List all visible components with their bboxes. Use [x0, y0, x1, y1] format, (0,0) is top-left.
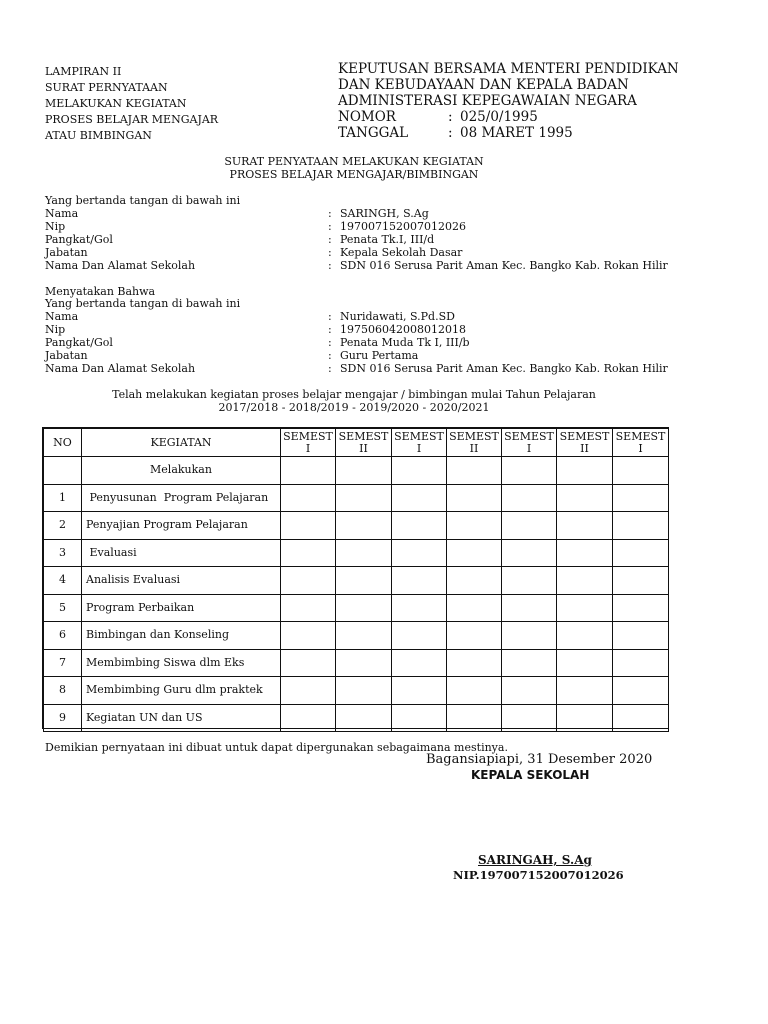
- table-cell: [447, 649, 502, 677]
- field-value: 197007152007012026: [340, 220, 466, 233]
- table-cell: [336, 594, 392, 622]
- doc-title-line: PROSES BELAJAR MENGAJAR/BIMBINGAN: [229, 168, 479, 181]
- field-label: Jabatan: [45, 246, 88, 259]
- table-cell: [557, 567, 613, 595]
- table-cell: [336, 457, 392, 485]
- field-value: SDN 016 Serusa Parit Aman Kec. Bangko Kab. Rokan Hilir: [340, 259, 668, 272]
- field-colon: :: [328, 246, 332, 259]
- field-label: Jabatan: [45, 349, 88, 362]
- table-cell: [447, 539, 502, 567]
- header-right: [338, 61, 679, 141]
- col-header-semester: SEMEST II: [557, 429, 613, 457]
- table-cell: [502, 567, 557, 595]
- table-cell: [392, 512, 447, 540]
- table-row: [44, 704, 669, 732]
- nomor-colon: :: [448, 109, 453, 125]
- row-activity: Membimbing Siswa dlm Eks: [82, 649, 281, 677]
- table-cell: [281, 484, 336, 512]
- table-cell: [392, 704, 447, 732]
- row-number: 4: [44, 567, 82, 595]
- field-value: SARINGH, S.Ag: [340, 207, 429, 220]
- col-header-no: NO: [44, 429, 82, 457]
- row-number: 5: [44, 594, 82, 622]
- field-value: Kepala Sekolah Dasar: [340, 246, 463, 259]
- col-header-semester: SEMEST I: [392, 429, 447, 457]
- field-colon: :: [328, 336, 332, 349]
- table-cell: [392, 622, 447, 650]
- col-header-semester: SEMEST I: [502, 429, 557, 457]
- table-cell: [447, 622, 502, 650]
- header-left-line: PROSES BELAJAR MENGAJAR: [45, 113, 219, 126]
- tanggal-label: TANGGAL: [338, 125, 409, 141]
- signatory-nip: NIP.197007152007012026: [453, 868, 624, 882]
- table-row: [44, 567, 669, 595]
- row-activity: Kegiatan UN dan US: [82, 704, 281, 732]
- table-cell: [392, 567, 447, 595]
- field-colon: :: [328, 310, 332, 323]
- table-cell: [392, 594, 447, 622]
- table-row: [44, 539, 669, 567]
- table-cell: [447, 512, 502, 540]
- field-label: Nama Dan Alamat Sekolah: [45, 259, 196, 272]
- row-number: 6: [44, 622, 82, 650]
- row-activity: Bimbingan dan Konseling: [82, 622, 281, 650]
- field-colon: :: [328, 233, 332, 246]
- position-title: KEPALA SEKOLAH: [471, 768, 590, 782]
- table-cell: [613, 567, 669, 595]
- field-label: Nama: [45, 310, 79, 323]
- table-cell: [613, 484, 669, 512]
- table-cell: [502, 457, 557, 485]
- decree-line: ADMINISTERASI KEPEGAWAIAN NEGARA: [338, 93, 637, 109]
- field-value: 197506042008012018: [340, 323, 466, 336]
- table-row: [44, 594, 669, 622]
- table-cell: [447, 484, 502, 512]
- field-label: Nama Dan Alamat Sekolah: [45, 362, 196, 375]
- field-colon: :: [328, 323, 332, 336]
- row-activity: Penyusunan Program Pelajaran: [82, 484, 281, 512]
- table-cell: [336, 567, 392, 595]
- table-cell: [557, 512, 613, 540]
- field-value: SDN 016 Serusa Parit Aman Kec. Bangko Kab. Rokan Hilir: [340, 362, 668, 375]
- table-row: [44, 512, 669, 540]
- table-cell: [281, 704, 336, 732]
- table-cell: [281, 649, 336, 677]
- field-label: Pangkat/Gol: [45, 233, 113, 246]
- field-value: Nuridawati, S.Pd.SD: [340, 310, 455, 323]
- table-row: [44, 649, 669, 677]
- field-colon: :: [328, 259, 332, 272]
- col-header-semester: SEMEST II: [336, 429, 392, 457]
- table-cell: [336, 622, 392, 650]
- table-cell: [281, 594, 336, 622]
- field-colon: :: [328, 220, 332, 233]
- table-cell: [557, 704, 613, 732]
- statement: [0, 388, 708, 414]
- decree-line: KEPUTUSAN BERSAMA MENTERI PENDIDIKAN: [338, 61, 679, 77]
- header-left-line: MELAKUKAN KEGIATAN: [45, 97, 187, 110]
- table-cell: [336, 539, 392, 567]
- table-cell: [336, 649, 392, 677]
- row-activity: Program Perbaikan: [82, 594, 281, 622]
- table-cell: [502, 704, 557, 732]
- table-cell: [613, 594, 669, 622]
- table-cell: [44, 457, 82, 485]
- nomor-label: NOMOR: [338, 109, 396, 125]
- field-value: Penata Tk.I, III/d: [340, 233, 435, 246]
- header-left: [45, 64, 218, 144]
- field-label: Nip: [45, 323, 66, 336]
- table-section-row: [44, 457, 669, 485]
- field-colon: :: [328, 362, 332, 375]
- table-cell: [447, 704, 502, 732]
- table-cell: [557, 484, 613, 512]
- table-cell: [336, 484, 392, 512]
- col-header-kegiatan: KEGIATAN: [82, 429, 281, 457]
- table-cell: [557, 457, 613, 485]
- table-cell: [557, 594, 613, 622]
- col-header-semester: SEMEST I: [281, 429, 336, 457]
- decree-nomor: [338, 109, 679, 125]
- row-activity: Penyajian Program Pelajaran: [82, 512, 281, 540]
- signatory-name: SARINGAH, S.Ag: [478, 853, 592, 867]
- table-cell: [613, 704, 669, 732]
- table-cell: [502, 677, 557, 705]
- row-activity: Analisis Evaluasi: [82, 567, 281, 595]
- closing-statement: Demikian pernyataan ini dibuat untuk dapat dipergunakan sebagaimana mestinya.: [45, 741, 508, 754]
- table-cell: [392, 649, 447, 677]
- table-row: [44, 622, 669, 650]
- table-cell: [281, 677, 336, 705]
- col-header-semester: SEMEST II: [447, 429, 502, 457]
- field-colon: :: [328, 207, 332, 220]
- row-number: 2: [44, 512, 82, 540]
- activity-table: [42, 427, 669, 729]
- field-label: Pangkat/Gol: [45, 336, 113, 349]
- table-cell: [502, 484, 557, 512]
- field-label: Nama: [45, 207, 79, 220]
- table-cell: [336, 512, 392, 540]
- table-cell: [557, 649, 613, 677]
- table-cell: [613, 649, 669, 677]
- table-cell: [447, 594, 502, 622]
- table-cell: [392, 539, 447, 567]
- field-value: Penata Muda Tk I, III/b: [340, 336, 470, 349]
- statement-line: Telah melakukan kegiatan proses belajar mengajar / bimbingan mulai Tahun Pelajaran: [112, 388, 596, 401]
- table-cell: [613, 457, 669, 485]
- place-date: Bagansiapiapi, 31 Desember 2020: [426, 752, 653, 767]
- row-number: 9: [44, 704, 82, 732]
- table-cell: [613, 512, 669, 540]
- table-cell: [502, 622, 557, 650]
- table-cell: [336, 704, 392, 732]
- section-label: Melakukan: [82, 457, 281, 485]
- table-cell: [281, 622, 336, 650]
- table-cell: [336, 677, 392, 705]
- table-row: [44, 484, 669, 512]
- table-cell: [392, 677, 447, 705]
- row-number: 3: [44, 539, 82, 567]
- table-cell: [392, 457, 447, 485]
- table-cell: [281, 539, 336, 567]
- table-cell: [502, 539, 557, 567]
- doc-title: [0, 155, 708, 181]
- doc-title-line: SURAT PENYATAAN MELAKUKAN KEGIATAN: [224, 155, 484, 168]
- field-colon: :: [328, 349, 332, 362]
- decree-line: DAN KEBUDAYAAN DAN KEPALA BADAN: [338, 77, 629, 93]
- decree-tanggal: [338, 125, 679, 141]
- table-cell: [447, 677, 502, 705]
- table-header-row: [44, 429, 669, 457]
- header-left-line: ATAU BIMBINGAN: [45, 129, 152, 142]
- field-value: Guru Pertama: [340, 349, 419, 362]
- table-cell: [281, 567, 336, 595]
- table-cell: [447, 457, 502, 485]
- row-number: 8: [44, 677, 82, 705]
- field-label: Nip: [45, 220, 66, 233]
- header-left-line: LAMPIRAN II: [45, 65, 122, 78]
- table-cell: [613, 677, 669, 705]
- table-cell: [613, 539, 669, 567]
- tanggal-colon: :: [448, 125, 453, 141]
- statement-line: 2017/2018 - 2018/2019 - 2019/2020 - 2020/2021: [218, 401, 490, 414]
- row-number: 7: [44, 649, 82, 677]
- col-header-semester: SEMEST I: [613, 429, 669, 457]
- table-cell: [281, 457, 336, 485]
- table-cell: [502, 594, 557, 622]
- row-activity: Membimbing Guru dlm praktek: [82, 677, 281, 705]
- table-cell: [447, 567, 502, 595]
- table-cell: [557, 539, 613, 567]
- tanggal-value: 08 MARET 1995: [460, 125, 573, 141]
- table-cell: [557, 622, 613, 650]
- table-row: [44, 677, 669, 705]
- nomor-value: 025/0/1995: [460, 109, 538, 125]
- table-cell: [613, 622, 669, 650]
- table-cell: [502, 512, 557, 540]
- table-cell: [281, 512, 336, 540]
- table-cell: [392, 484, 447, 512]
- table-cell: [557, 677, 613, 705]
- table-cell: [502, 649, 557, 677]
- header-left-line: SURAT PERNYATAAN: [45, 81, 168, 94]
- row-activity: Evaluasi: [82, 539, 281, 567]
- row-number: 1: [44, 484, 82, 512]
